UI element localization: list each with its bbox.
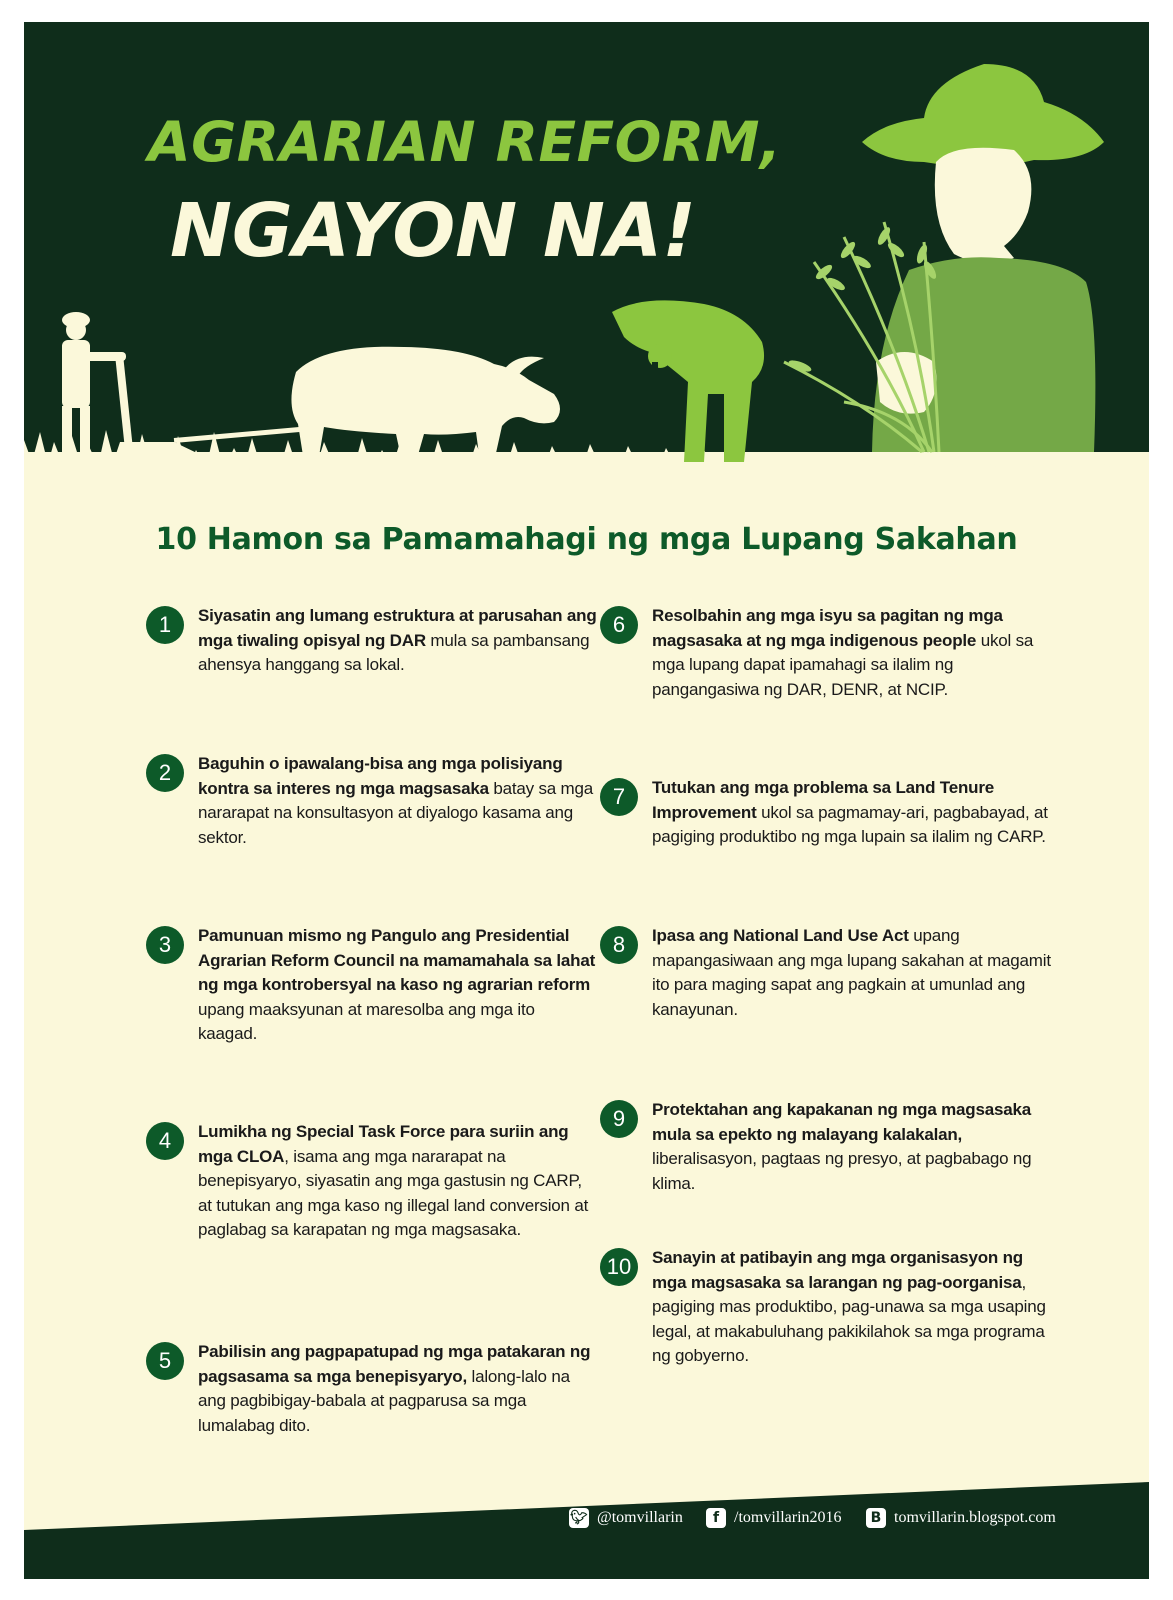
blogger-icon: B [866, 1508, 886, 1528]
challenge-text-bold: Siyasatin ang lumang estruktura at parusahan ang mga tiwaling opisyal ng DAR [198, 606, 597, 650]
footer-facebook[interactable] [706, 1506, 842, 1530]
facebook-handle: /tomvillarin2016 [734, 1509, 842, 1526]
blog-url: tomvillarin.blogspot.com [894, 1509, 1056, 1526]
number-badge: 9 [600, 1100, 638, 1138]
challenge-text-bold: Sanayin at patibayin ang mga organisasyon ng mga magsasaka sa larangan ng pag-oorganisa [652, 1248, 1023, 1292]
challenge-text-bold: Lumikha ng Special Task Force para suriin ang mga CLOA [198, 1122, 569, 1166]
challenge-text [652, 1098, 1052, 1196]
challenge-text [652, 776, 1052, 850]
challenge-text-bold: Pabilisin ang pagpapatupad ng mga patakaran ng pagsasama sa mga benepisyaryo, [198, 1342, 591, 1386]
challenge-text [198, 752, 598, 850]
number-badge: 3 [146, 926, 184, 964]
subtitle: 10 Hamon sa Pamamahagi ng mga Lupang Sakahan [155, 522, 1018, 557]
challenge-text-bold: Protektahan ang kapakanan ng mga magsasaka mula sa epekto ng malayang kalakalan, [652, 1100, 1031, 1144]
challenge-text [652, 1246, 1052, 1369]
challenge-text [198, 1120, 598, 1243]
title-line-1: AGRARIAN REFORM, [148, 110, 782, 174]
challenge-text-rest: upang mapangasiwaan ang mga lupang sakahan at magamit ito para maging sapat ang pagkain at umunlad ang kanayunan. [652, 926, 1051, 1019]
challenge-text-rest: mula sa pambansang ahensya hanggang sa lokal. [198, 630, 590, 674]
challenge-text-bold: Baguhin o ipawalang-bisa ang mga polisiyang kontra sa interes ng mga magsasaka [198, 754, 563, 798]
facebook-icon: f [706, 1508, 726, 1528]
number-badge: 5 [146, 1342, 184, 1380]
challenge-text [652, 604, 1052, 702]
number-badge: 10 [600, 1248, 638, 1286]
twitter-handle: @tomvillarin [597, 1509, 683, 1526]
footer-twitter[interactable] [569, 1506, 683, 1530]
title-line-2: NGAYON NA! [170, 188, 696, 274]
challenge-text-rest: , isama ang mga nararapat na benepisyaryo, siyasatin ang mga gastusin ng CARP, at tutukan ang mga kaso ng illegal land conversion at paglabag sa karapatan ng mga magsasaka. [198, 1146, 589, 1239]
challenge-text [652, 924, 1052, 1022]
challenge-text [198, 604, 598, 678]
footer-band [24, 1482, 1149, 1579]
challenge-text-bold: Ipasa ang National Land Use Act [652, 926, 909, 945]
number-badge: 2 [146, 754, 184, 792]
challenge-text-bold: Resolbahin ang mga isyu sa pagitan ng mga magsasaka at ng mga indigenous people [652, 606, 1003, 650]
footer-blog[interactable] [866, 1506, 1056, 1530]
number-badge: 7 [600, 778, 638, 816]
challenge-text-rest: upang maaksyunan at maresolba ang mga ito kaagad. [198, 999, 535, 1043]
number-badge: 1 [146, 606, 184, 644]
number-badge: 6 [600, 606, 638, 644]
challenge-text [198, 1340, 598, 1438]
twitter-bird-icon: 🐦︎ [570, 1510, 588, 1526]
challenge-text-bold: Tutukan ang mga problema sa Land Tenure Improvement [652, 778, 995, 822]
challenge-text-rest: , pagiging mas produktibo, pag-unawa sa mga usaping legal, at makabuluhang pakikilahok sa mga programa ng gobyerno. [652, 1272, 1046, 1365]
number-badge: 8 [600, 926, 638, 964]
challenge-text-bold: Pamunuan mismo ng Pangulo ang Presidential Agrarian Reform Council na mamamahala sa lahat ng mga kontrobersyal na kaso ng agrarian reform [198, 926, 596, 994]
challenge-text [198, 924, 598, 1047]
challenge-text-rest: liberalisasyon, pagtaas ng presyo, at pagbabago ng klima. [652, 1149, 1032, 1193]
poster [24, 22, 1149, 1579]
challenge-text-rest: ukol sa mga lupang dapat ipamahagi sa ilalim ng pangangasiwa ng DAR, DENR, at NCIP. [652, 630, 1034, 699]
challenge-text-rest: lalong-lalo na ang pagbibigay-babala at pagparusa sa mga lumalabag dito. [198, 1366, 570, 1435]
challenge-text-rest: batay sa mga nararapat na konsultasyon at diyalogo kasama ang sektor. [198, 778, 594, 847]
challenge-text-rest: ukol sa pagmamay-ari, pagbabayad, at pagiging produktibo ng mga lupain sa ilalim ng CARP. [652, 802, 1048, 846]
number-badge: 4 [146, 1122, 184, 1160]
